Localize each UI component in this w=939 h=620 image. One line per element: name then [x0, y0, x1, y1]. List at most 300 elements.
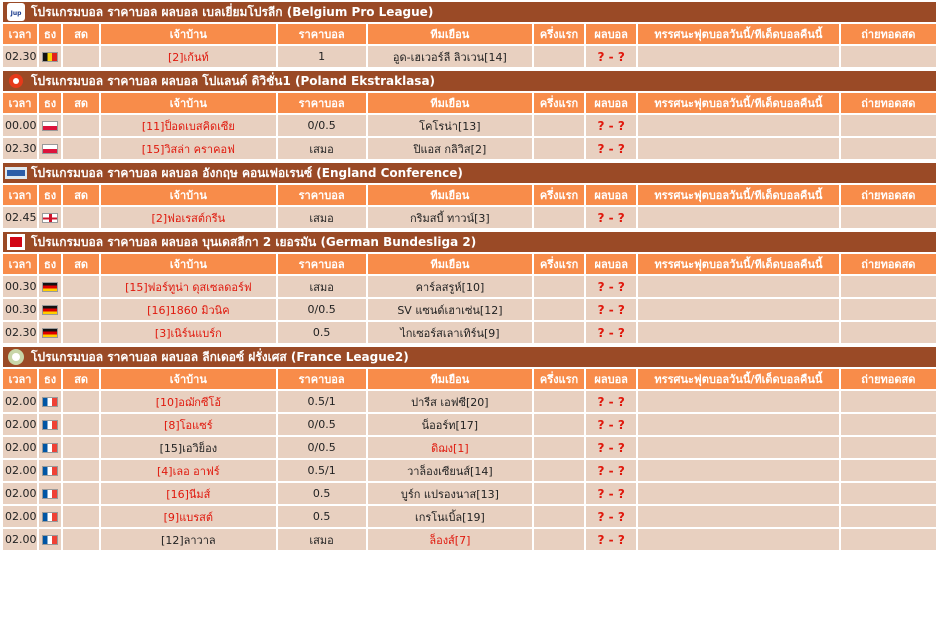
cell-home[interactable]	[101, 322, 275, 343]
home-text[interactable]: [16]นีมส์	[166, 487, 211, 501]
column-header-result: ผลบอล	[586, 93, 636, 113]
column-header-away: ทีมเยือน	[368, 254, 532, 274]
cell-odds	[278, 414, 366, 435]
cell-odds	[278, 460, 366, 481]
cell-half	[534, 46, 584, 67]
cell-flag	[39, 529, 61, 550]
cell-time	[3, 46, 37, 67]
cell-half	[534, 391, 584, 412]
cell-odds	[278, 483, 366, 504]
column-header-result: ผลบอล	[586, 369, 636, 389]
column-header-result: ผลบอล	[586, 24, 636, 44]
away-text[interactable]: อูด-เฮเวอร์ลี ลิวเวน[14]	[392, 50, 507, 64]
time-text: 02.00	[5, 395, 37, 408]
league-title-cell	[3, 347, 936, 367]
fr-flag-icon	[42, 466, 58, 476]
league-header	[3, 163, 936, 183]
column-header-live: สด	[63, 185, 99, 205]
cell-home[interactable]	[101, 414, 275, 435]
fr-flag-icon	[42, 489, 58, 499]
de-flag-icon	[42, 328, 58, 338]
cell-away[interactable]	[368, 506, 532, 527]
cell-half	[534, 138, 584, 159]
cell-live[interactable]	[63, 506, 99, 527]
cell-tips[interactable]	[638, 115, 838, 136]
cell-time	[3, 276, 37, 297]
cell-stream[interactable]	[841, 299, 936, 320]
be-flag-icon	[42, 52, 58, 62]
cell-live[interactable]	[63, 299, 99, 320]
cell-stream[interactable]	[841, 414, 936, 435]
league-title[interactable]: โปรแกรมบอล ราคาบอล ผลบอล บุนเดสลีกา 2 เยอรมัน (German Bundesliga 2)	[31, 234, 477, 249]
home-text[interactable]: [10]อฌักซีโอ้	[155, 395, 221, 409]
cell-time	[3, 138, 37, 159]
cell-time	[3, 529, 37, 550]
pl-flag-icon	[42, 144, 58, 154]
column-header-live: สด	[63, 369, 99, 389]
cell-live[interactable]	[63, 207, 99, 228]
cell-live[interactable]	[63, 529, 99, 550]
cell-half	[534, 299, 584, 320]
odds-text: 0/0.5	[307, 441, 336, 454]
match-row	[3, 529, 936, 550]
cell-away[interactable]	[368, 391, 532, 412]
cell-result[interactable]	[586, 276, 636, 297]
column-header-time: เวลา	[3, 24, 37, 44]
cell-away[interactable]	[368, 460, 532, 481]
cell-half	[534, 207, 584, 228]
ekstraklasa-logo-icon	[5, 72, 27, 90]
cell-result[interactable]	[586, 207, 636, 228]
league-header	[3, 2, 936, 22]
fr-flag-icon	[42, 443, 58, 453]
match-row	[3, 506, 936, 527]
cell-result[interactable]	[586, 322, 636, 343]
cell-flag	[39, 414, 61, 435]
score-text[interactable]: ? - ?	[597, 417, 625, 432]
match-row	[3, 115, 936, 136]
away-text[interactable]: วาล็องเซียนส์[14]	[407, 464, 493, 478]
cell-time	[3, 207, 37, 228]
column-header-live: สด	[63, 254, 99, 274]
cell-home[interactable]	[101, 276, 275, 297]
match-row	[3, 299, 936, 320]
cell-home[interactable]	[101, 391, 275, 412]
home-text[interactable]: [15]เอวิย็อง	[159, 441, 218, 455]
cell-stream[interactable]	[841, 460, 936, 481]
cell-flag	[39, 276, 61, 297]
cell-result[interactable]	[586, 138, 636, 159]
cell-tips[interactable]	[638, 276, 838, 297]
score-text[interactable]: ? - ?	[597, 394, 625, 409]
column-header-row	[3, 254, 936, 274]
cell-live[interactable]	[63, 322, 99, 343]
cell-odds	[278, 207, 366, 228]
cell-tips[interactable]	[638, 207, 838, 228]
home-text[interactable]: [15]ฟอร์ทูน่า ดุสเซลดอร์ฟ	[125, 280, 252, 294]
cell-away[interactable]	[368, 46, 532, 67]
home-text[interactable]: [4]เลอ อาฟร์	[157, 464, 220, 478]
cell-time	[3, 322, 37, 343]
cell-tips[interactable]	[638, 483, 838, 504]
score-text[interactable]: ? - ?	[597, 279, 625, 294]
cell-flag	[39, 483, 61, 504]
cell-result[interactable]	[586, 299, 636, 320]
away-text[interactable]: น็ออร์ท[17]	[421, 418, 479, 432]
cell-away[interactable]	[368, 299, 532, 320]
column-header-row	[3, 369, 936, 389]
cell-flag	[39, 299, 61, 320]
cell-home[interactable]	[101, 460, 275, 481]
away-text[interactable]: เกรโนเบิ้ล[19]	[414, 510, 485, 524]
cell-tips[interactable]	[638, 322, 838, 343]
cell-half	[534, 460, 584, 481]
cell-half	[534, 414, 584, 435]
column-header-time: เวลา	[3, 369, 37, 389]
cell-live[interactable]	[63, 437, 99, 458]
column-header-away: ทีมเยือน	[368, 93, 532, 113]
cell-time	[3, 506, 37, 527]
cell-time	[3, 460, 37, 481]
cell-flag	[39, 391, 61, 412]
cell-stream[interactable]	[841, 138, 936, 159]
cell-stream[interactable]	[841, 529, 936, 550]
column-header-stream: ถ่ายทอดสด	[841, 369, 936, 389]
cell-half	[534, 506, 584, 527]
cell-half	[534, 322, 584, 343]
league-title-cell	[3, 163, 936, 183]
cell-stream[interactable]	[841, 437, 936, 458]
cell-live[interactable]	[63, 276, 99, 297]
en-flag-icon	[42, 213, 58, 223]
cell-home[interactable]	[101, 529, 275, 550]
cell-home[interactable]	[101, 506, 275, 527]
score-text[interactable]: ? - ?	[597, 325, 625, 340]
score-text[interactable]: ? - ?	[597, 486, 625, 501]
cell-live[interactable]	[63, 46, 99, 67]
cell-home[interactable]	[101, 483, 275, 504]
column-header-tips: ทรรศนะฟุตบอลวันนี้/ทีเด็ดบอลคืนนี้	[638, 24, 838, 44]
cell-tips[interactable]	[638, 437, 838, 458]
cell-flag	[39, 506, 61, 527]
cell-flag	[39, 437, 61, 458]
league-title-cell	[3, 71, 936, 91]
time-text: 02.00	[5, 441, 37, 454]
cell-result[interactable]	[586, 506, 636, 527]
match-row	[3, 483, 936, 504]
cell-flag	[39, 322, 61, 343]
column-header-home: เจ้าบ้าน	[101, 24, 275, 44]
league-table	[1, 345, 938, 552]
cell-odds	[278, 529, 366, 550]
column-header-live: สด	[63, 24, 99, 44]
cell-tips[interactable]	[638, 414, 838, 435]
column-header-half: ครึ่งแรก	[534, 93, 584, 113]
away-text[interactable]: โคโรน่า[13]	[419, 119, 481, 133]
home-text[interactable]: [8]โอแซร์	[164, 418, 213, 432]
league-table	[1, 0, 938, 69]
match-row	[3, 391, 936, 412]
cell-stream[interactable]	[841, 207, 936, 228]
svg-text:Jup: Jup	[10, 10, 22, 17]
cell-home[interactable]	[101, 115, 275, 136]
odds-text: 0/0.5	[307, 303, 336, 316]
league-title-cell	[3, 2, 936, 22]
column-header-half: ครึ่งแรก	[534, 369, 584, 389]
cell-odds	[278, 138, 366, 159]
column-header-time: เวลา	[3, 93, 37, 113]
cell-stream[interactable]	[841, 483, 936, 504]
column-header-odds: ราคาบอล	[278, 24, 366, 44]
column-header-flag: ธง	[39, 254, 61, 274]
fr-flag-icon	[42, 420, 58, 430]
column-header-odds: ราคาบอล	[278, 254, 366, 274]
cell-result[interactable]	[586, 115, 636, 136]
time-text: 02.00	[5, 464, 37, 477]
column-header-stream: ถ่ายทอดสด	[841, 254, 936, 274]
home-text[interactable]: [15]วิสล่า คราคอฟ	[141, 142, 235, 156]
score-text[interactable]: ? - ?	[597, 440, 625, 455]
league-title[interactable]: โปรแกรมบอล ราคาบอล ผลบอล โปแลนด์ ดิวิชั่น1 (Poland Ekstraklasa)	[31, 73, 436, 88]
column-header-flag: ธง	[39, 185, 61, 205]
score-text[interactable]: ? - ?	[597, 141, 625, 156]
column-header-time: เวลา	[3, 254, 37, 274]
column-header-home: เจ้าบ้าน	[101, 369, 275, 389]
column-header-stream: ถ่ายทอดสด	[841, 93, 936, 113]
cell-away[interactable]	[368, 115, 532, 136]
cell-flag	[39, 460, 61, 481]
column-header-time: เวลา	[3, 185, 37, 205]
time-text: 02.45	[5, 211, 37, 224]
match-row	[3, 437, 936, 458]
time-text: 02.00	[5, 510, 37, 523]
away-text[interactable]: ปารีส เอฟซี[20]	[411, 395, 489, 409]
column-header-home: เจ้าบ้าน	[101, 254, 275, 274]
away-text[interactable]: กริมสบี้ ทาวน์[3]	[409, 211, 490, 225]
cell-stream[interactable]	[841, 322, 936, 343]
match-row	[3, 138, 936, 159]
match-row	[3, 460, 936, 481]
cell-away[interactable]	[368, 437, 532, 458]
cell-away[interactable]	[368, 276, 532, 297]
cell-live[interactable]	[63, 138, 99, 159]
cell-live[interactable]	[63, 460, 99, 481]
column-header-tips: ทรรศนะฟุตบอลวันนี้/ทีเด็ดบอลคืนนี้	[638, 254, 838, 274]
ligue2-logo-icon	[5, 348, 27, 366]
cell-away[interactable]	[368, 322, 532, 343]
time-text: 02.00	[5, 418, 37, 431]
odds-text: 0.5/1	[307, 395, 336, 408]
away-text[interactable]: ล็องส์[7]	[429, 533, 471, 547]
column-header-away: ทีมเยือน	[368, 24, 532, 44]
league-header	[3, 347, 936, 367]
cell-odds	[278, 506, 366, 527]
time-text: 02.00	[5, 533, 37, 546]
odds-text: เสมอ	[309, 211, 334, 225]
score-text[interactable]: ? - ?	[597, 118, 625, 133]
column-header-stream: ถ่ายทอดสด	[841, 24, 936, 44]
league-header	[3, 71, 936, 91]
fr-flag-icon	[42, 535, 58, 545]
column-header-tips: ทรรศนะฟุตบอลวันนี้/ทีเด็ดบอลคืนนี้	[638, 369, 838, 389]
away-text[interactable]: ปิแอส กลิวิส[2]	[413, 142, 487, 156]
de-flag-icon	[42, 282, 58, 292]
league-header	[3, 232, 936, 252]
cell-live[interactable]	[63, 115, 99, 136]
cell-stream[interactable]	[841, 391, 936, 412]
fr-flag-icon	[42, 397, 58, 407]
score-text[interactable]: ? - ?	[597, 210, 625, 225]
cell-live[interactable]	[63, 414, 99, 435]
cell-tips[interactable]	[638, 460, 838, 481]
pl-flag-icon	[42, 121, 58, 131]
time-text: 00.30	[5, 303, 37, 316]
de-flag-icon	[42, 305, 58, 315]
cell-flag	[39, 115, 61, 136]
time-text: 02.30	[5, 142, 37, 155]
cell-time	[3, 115, 37, 136]
cell-tips[interactable]	[638, 299, 838, 320]
column-header-tips: ทรรศนะฟุตบอลวันนี้/ทีเด็ดบอลคืนนี้	[638, 93, 838, 113]
cell-odds	[278, 299, 366, 320]
column-header-stream: ถ่ายทอดสด	[841, 185, 936, 205]
column-header-away: ทีมเยือน	[368, 185, 532, 205]
column-header-odds: ราคาบอล	[278, 369, 366, 389]
odds-text: 1	[318, 50, 326, 63]
home-text[interactable]: [12]ลาวาล	[161, 533, 216, 547]
league-title[interactable]: โปรแกรมบอล ราคาบอล ผลบอล อังกฤษ คอนเฟอเรนซ์ (England Conference)	[31, 165, 463, 180]
column-header-row	[3, 185, 936, 205]
column-header-tips: ทรรศนะฟุตบอลวันนี้/ทีเด็ดบอลคืนนี้	[638, 185, 838, 205]
cell-half	[534, 483, 584, 504]
cell-stream[interactable]	[841, 276, 936, 297]
time-text: 00.30	[5, 280, 37, 293]
column-header-flag: ธง	[39, 369, 61, 389]
column-header-row	[3, 24, 936, 44]
cell-home[interactable]	[101, 138, 275, 159]
match-row	[3, 46, 936, 67]
odds-text: เสมอ	[309, 280, 334, 294]
league-table	[1, 230, 938, 345]
column-header-away: ทีมเยือน	[368, 369, 532, 389]
score-text[interactable]: ? - ?	[597, 302, 625, 317]
match-row	[3, 207, 936, 228]
column-header-odds: ราคาบอล	[278, 185, 366, 205]
cell-tips[interactable]	[638, 138, 838, 159]
cell-tips[interactable]	[638, 506, 838, 527]
cell-result[interactable]	[586, 460, 636, 481]
odds-text: 0.5	[312, 326, 331, 339]
away-text[interactable]: SV แซนด์เฮาเซ่น[12]	[397, 303, 503, 317]
cell-time	[3, 437, 37, 458]
match-row	[3, 322, 936, 343]
cell-result[interactable]	[586, 437, 636, 458]
cell-away[interactable]	[368, 483, 532, 504]
away-text[interactable]: ไกเซอร์สเลาเทิร์น[9]	[400, 326, 500, 340]
cell-result[interactable]	[586, 46, 636, 67]
home-text[interactable]: [16]1860 มิวนิค	[147, 303, 230, 317]
cell-home[interactable]	[101, 437, 275, 458]
cell-time	[3, 299, 37, 320]
away-text[interactable]: คาร์ลสรูห์[10]	[415, 280, 485, 294]
column-header-half: ครึ่งแรก	[534, 185, 584, 205]
column-header-home: เจ้าบ้าน	[101, 185, 275, 205]
league-title[interactable]: โปรแกรมบอล ราคาบอล ผลบอล เบลเยี่ยมโปรลีก (Belgium Pro League)	[31, 4, 434, 19]
cell-home[interactable]	[101, 46, 275, 67]
cell-odds	[278, 322, 366, 343]
cell-odds	[278, 391, 366, 412]
cell-tips[interactable]	[638, 46, 838, 67]
cell-result[interactable]	[586, 483, 636, 504]
cell-tips[interactable]	[638, 529, 838, 550]
league-title-cell	[3, 232, 936, 252]
home-text[interactable]: [3]เนิร์นแบร์ก	[154, 326, 222, 340]
bundesliga-logo-icon	[5, 233, 27, 251]
cell-stream[interactable]	[841, 115, 936, 136]
score-text[interactable]: ? - ?	[597, 49, 625, 64]
score-text[interactable]: ? - ?	[597, 463, 625, 478]
cell-tips[interactable]	[638, 391, 838, 412]
cell-home[interactable]	[101, 299, 275, 320]
odds-text: 0.5	[312, 487, 331, 500]
cell-odds	[278, 115, 366, 136]
column-header-result: ผลบอล	[586, 254, 636, 274]
league-table	[1, 161, 938, 230]
column-header-half: ครึ่งแรก	[534, 24, 584, 44]
league-title[interactable]: โปรแกรมบอล ราคาบอล ผลบอล ลีกเดอซ์ ฝรั่งเศส (France League2)	[31, 349, 409, 364]
cell-live[interactable]	[63, 483, 99, 504]
column-header-flag: ธง	[39, 24, 61, 44]
column-header-odds: ราคาบอล	[278, 93, 366, 113]
cell-home[interactable]	[101, 207, 275, 228]
odds-text: 0.5/1	[307, 464, 336, 477]
cell-time	[3, 483, 37, 504]
score-text[interactable]: ? - ?	[597, 509, 625, 524]
column-header-result: ผลบอล	[586, 185, 636, 205]
cell-stream[interactable]	[841, 506, 936, 527]
cell-away[interactable]	[368, 529, 532, 550]
cell-result[interactable]	[586, 391, 636, 412]
cell-result[interactable]	[586, 529, 636, 550]
cell-stream[interactable]	[841, 46, 936, 67]
home-text[interactable]: [11]ป็อดเบสคิดเซีย	[141, 119, 235, 133]
cell-result[interactable]	[586, 414, 636, 435]
column-header-half: ครึ่งแรก	[534, 254, 584, 274]
time-text: 02.30	[5, 50, 37, 63]
cell-half	[534, 115, 584, 136]
time-text: 02.00	[5, 487, 37, 500]
odds-text: เสมอ	[309, 142, 334, 156]
cell-live[interactable]	[63, 391, 99, 412]
away-text[interactable]: ดิฌง[1]	[431, 441, 469, 455]
home-text[interactable]: [9]แบรสต์	[163, 510, 214, 524]
column-header-live: สด	[63, 93, 99, 113]
score-text[interactable]: ? - ?	[597, 532, 625, 547]
cell-half	[534, 529, 584, 550]
home-text[interactable]: [2]ฟอเรสต์กรีน	[151, 211, 226, 225]
cell-time	[3, 391, 37, 412]
away-text[interactable]: บูร์ก แปรองนาส[13]	[400, 487, 499, 501]
league-table	[1, 69, 938, 161]
home-text[interactable]: [2]เก้นท์	[167, 50, 209, 64]
cell-away[interactable]	[368, 207, 532, 228]
cell-away[interactable]	[368, 414, 532, 435]
odds-text: เสมอ	[309, 533, 334, 547]
conference-logo-icon	[5, 164, 27, 182]
cell-away[interactable]	[368, 138, 532, 159]
match-row	[3, 414, 936, 435]
column-header-home: เจ้าบ้าน	[101, 93, 275, 113]
